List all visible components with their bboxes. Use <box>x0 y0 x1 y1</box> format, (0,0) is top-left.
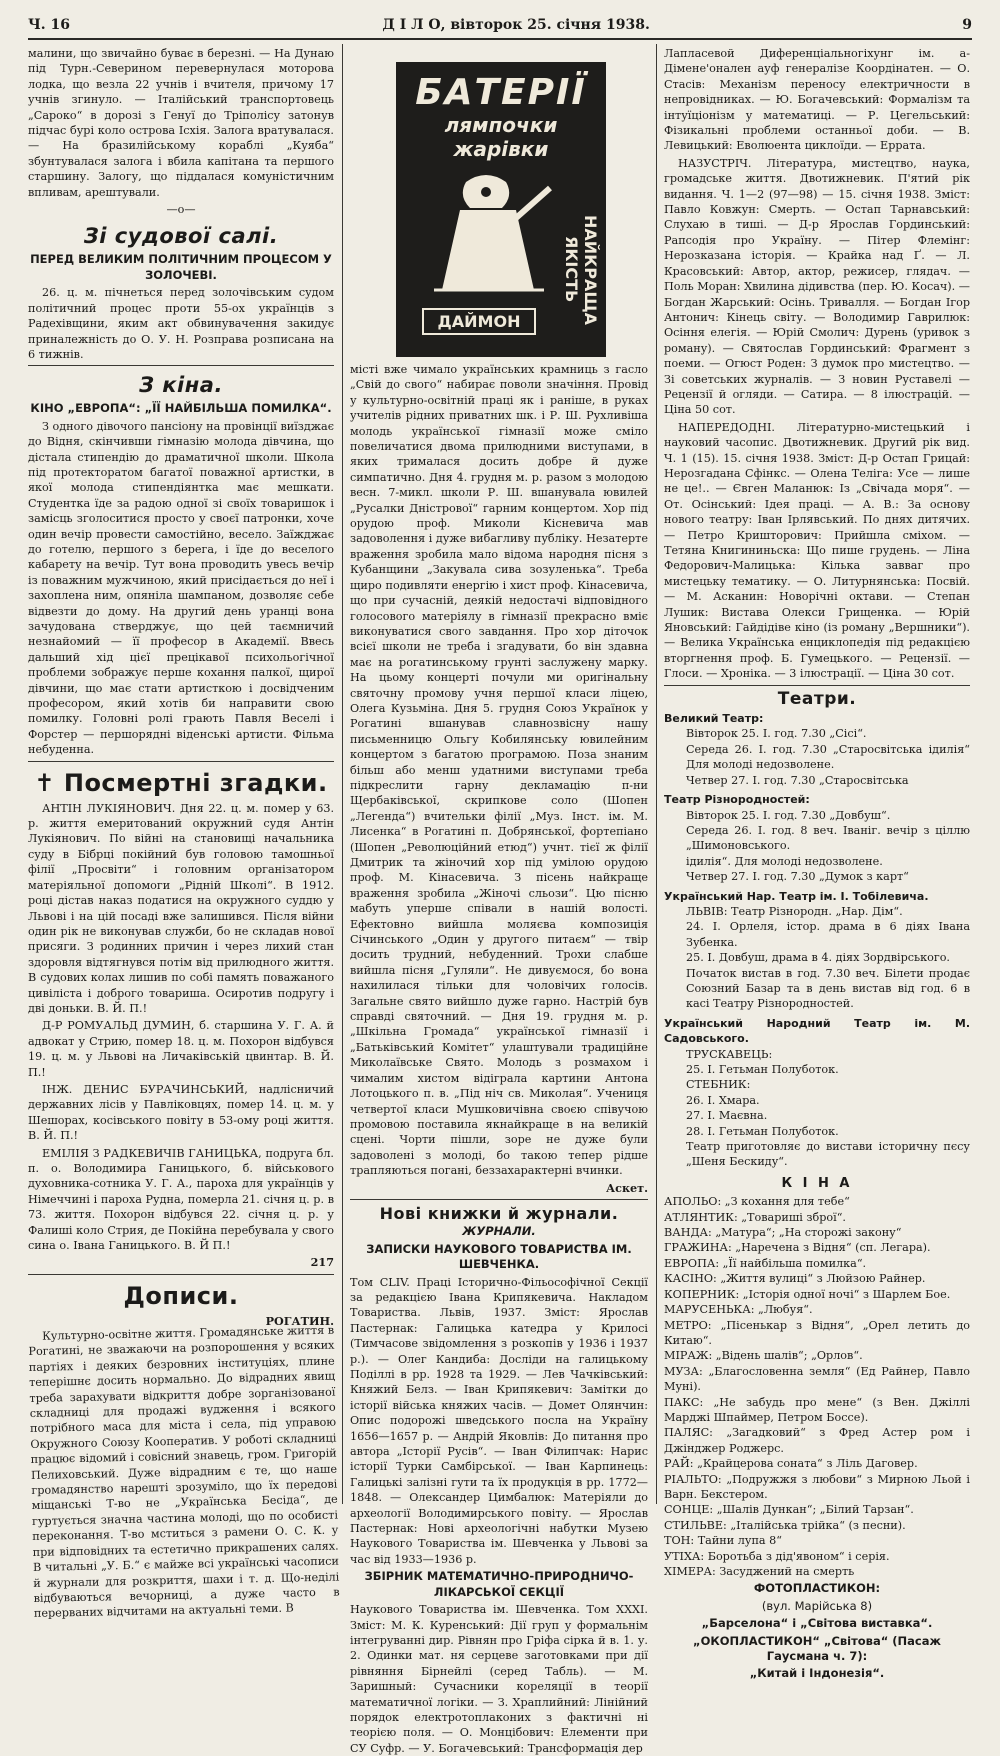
cinema-listing: КОПЕРНИК: „Історія одної ночі“ з Шарлем Бое. <box>664 1287 951 1301</box>
theatre-variety-line: ідилія“. Для молоді недозволене. <box>686 854 883 868</box>
cinema-listing: МУЗА: „Благословенна земля“ (Ед Райнер, Павло Муні). <box>664 1364 970 1394</box>
section-divider <box>664 685 970 686</box>
theatre-great-line: Середа 26. І. год. 7.30 „Старосвітська ідилія“ Для молоді недозволене. <box>686 742 970 772</box>
nazustrich-journal: НАЗУСТРІЧ. Література, мистецтво, наука, громадське життя. Двотижневик. П'ятий рік видання. Ч. 1—2 (97—98) — 15. січня 1938. Зміст: Павло Ковжун: Смерть. — Остап Тарнавський: Слухаю в тиші. — Д-р Ярослав Гординський: Рапсодія про Україну. — Пітер Флемінг: Нерозказана історія. — Крайка над Ґ. — Л. Красовський: Автор, актор, режисер, глядач. — Поль Моран: Хвилина дідивства (пер. Ю. Косач). — Богдан Жарський: Осінь. Тривалля. — Богдан Ігор Антонич: Кінець світу. — Володимир Гаврилюк: Осіння елегія. — Юрій Смолич: Дурень (уривок з роману). — Святослав Гординський: Фрагмент з поеми. — Огюст Роден: З думок про мистецтво. — Зі советських журналів. — З новин Руставелі — Рецензії й огляди. — Сатира. — 8 ілюстрацій. — Ціна 50 сот. <box>664 156 970 417</box>
ad-line-bulbs: жарівки <box>453 137 549 161</box>
letters-body: Культурно-освітне життя. Громадянське життя в Рогатині, не зважаючи на розпорошення у всяких партіях і деяких безровних інституціях, плине теперішнє досить нормально. До відрадних явищ треба зарахувати відкриття добре зорганізованої складниці для продажі вудження і всякого потрібного маса для міста і села, під управою Окружного Союзу Кооператив. У роботі складниці працює відомий і совісний знавець, гром. Григорій Пелиховський. Дуже відрадним є те, що наше громадянство нарешті зрозуміло, що їх передові міщанські Т-во не „Українська Бесіда“, де гуртується значна частина молоді, що по особисті переконання. Т-во мститься з рамени О. С. К. у при відповідних та естетично прикрашених салях. В читальні „У. Б.“ є майже всі українські часописи й журнали для розкриття, шахи і т. д. Що-неділі відбуваються вечорниці, а дуже часто в перерваних відчитами на актуальні теми. В <box>28 1323 340 1621</box>
letters-title: Дописи. <box>123 1281 239 1310</box>
cinema-listing: ЕВРОПА: „Її найбільша помилка“. <box>664 1256 867 1270</box>
cinema-listing: МЕТРО: „Пісенькар з Відня“, „Орел летить до Китаю“. <box>664 1318 970 1347</box>
cinema-listing: ГРАЖИНА: „Наречена з Відня“ (сп. Легара). <box>664 1241 931 1255</box>
ad-brand: ДАЙМОН <box>422 308 536 335</box>
photoplasticon-title: ФОТОПЛАСТИКОН: <box>753 1581 881 1596</box>
theatre-variety-line: Вівторок 25. І. год. 7.30 „Довбуш“. <box>686 808 891 822</box>
ad-vertical-slogan: НАЙКРАЩА ЯКІСТЬ <box>562 214 600 325</box>
theatre-tobilevych-line: 25. І. Довбуш, драма в 4. діях Зордвірського. <box>686 951 950 965</box>
obituary-dumyn: Д-Р РОМУАЛЬД ДУМИН, б. старшина У. Г. А. й адвокат у Стрию, помер 18. ц. м. Похорон відбувся 19. ц. м. у Львові на Личаківській цвинтар. В. Й. П.! <box>28 1019 334 1079</box>
column-rule-right <box>656 44 657 1504</box>
cinema-listing: СТИЛЬВЕ: „Італійська трійка“ (з песни). <box>664 1518 906 1532</box>
section-divider <box>28 365 334 366</box>
cinema-listing: АТЛЯНТИК: „Товариші зброї“. <box>664 1210 846 1224</box>
theatre-tobilevych-line: Початок вистав в год. 7.30 веч. Білети продає Союзний Базар та в день вистав від год. 6 в касі Театру Різнородностей. <box>686 966 970 1011</box>
cinema-listing: ТОН: Тайни лупа 8“ <box>664 1534 782 1548</box>
theatre-sadovsky-line: СТЕБНИК: <box>686 1078 751 1092</box>
books-subtitle: ЖУРНАЛИ. <box>462 1224 536 1239</box>
letters-place: РОГАТИН. <box>265 1313 334 1328</box>
theatre-great-heading: Великий Театр: <box>664 712 764 726</box>
court-body: 26. ц. м. пічнеться перед золочівським судом політичний процес проти 55-ох українців з Радехівщини, яким акт обвинувачення закидує приналежність до О. У. Н. Розправа розписана на 6 тижнів. <box>28 286 334 361</box>
theatre-great-line: Четвер 27. І. год. 7.30 „Старосвітська <box>686 773 909 787</box>
section-divider <box>350 1199 648 1200</box>
cinema-listing: ПАЛЯС: „Загадковий“ з Фред Астер ром і Джінджер Роджерс. <box>664 1426 970 1455</box>
theatre-variety-line: Середа 26. І. год. 8 веч. Іваніг. вечір з ціллю „Шимоновського. <box>686 823 970 853</box>
divider: —о— <box>166 203 196 217</box>
theatre-tobilevych-line: ЛЬВІВ: Театр Різнородн. „Нар. Дім“. <box>686 904 903 918</box>
column-2 <box>350 362 648 1755</box>
cinema-listing: СОНЦЕ: „Шалів Дункан“; „Білий Тарзан“. <box>664 1503 914 1517</box>
cinema-listing: РІАЛЬТО: „Подружжя з любови“ з Мирною Льой і Варн. Бекстером. <box>664 1472 970 1501</box>
photoplasticon-line: (вул. Марійська 8) <box>761 1598 873 1613</box>
column-1 <box>28 46 340 1621</box>
section-divider <box>28 761 334 762</box>
ad-title: БАТЕРІЇ <box>415 72 587 113</box>
photoplasticon-line: „Китай і Індонезія“. <box>749 1666 885 1681</box>
theatre-sadovsky-line: 26. І. Хмара. <box>686 1093 760 1107</box>
ad-figure-illustration <box>426 162 556 312</box>
cinema-listing: РАЙ: „Крайцерова соната“ з Ліль Даговер. <box>664 1457 918 1471</box>
books-section-title: Нові книжки й журнали. <box>379 1203 619 1223</box>
photoplasticon-line: „ОКОПЛАСТИКОН“ „Світова“ (Пасаж Гаусмана ч. 7): <box>693 1633 941 1664</box>
obituary-burachynsky: ІНЖ. ДЕНИС БУРАЧИНСЬКИЙ, надлісничий державних лісів у Павліковцях, помер 14. ц. м. у Шешорах, косівського повіту в 53-ому році життя. В. Й. П.! <box>28 1082 334 1143</box>
obituaries-title: ✝ Посмертні згадки. <box>34 768 328 797</box>
theatre-tobilevych-line: 24. І. Орлеля, істор. драма в 6 діях Івана Зубенка. <box>686 920 970 949</box>
masthead-title: Д І Л О, вівторок 25. січня 1938. <box>382 17 650 33</box>
cinema-subtitle: КІНО „ЕВРОПА“: „ЇЇ НАЙБІЛЬША ПОМИЛКА“. <box>30 401 332 416</box>
theatre-sadovsky-line: 27. І. Маєвна. <box>686 1109 768 1123</box>
theatre-tobilevych-heading: Український Нар. Театр ім. І. Тобілевича. <box>664 889 929 903</box>
cinema-body: З одного дівочого пансіону на провінції виїзджає до Відня, скінчивши гімназію молода дівчина, що дістала стипендію до драматичної школи. Школа під протекторатом багатої поважної артистки, в якої молода стипендіянтка має мешкати. Студентка їде за радою одної зі своїх товаришок і замісць зголоситися просто у своєї патронки, хоче один вечір провести самостійно, весело. Заїжджає до готелю, першого з берега, і їде до веселого кабарету на вечір. Тут вона проводить увесь вечір із поважним мужчиною, який присідається до неї і захоплена ним, опяніла шампаном, дозволяє себе відвезти до дому. На другий день уранці вона зачудована стверджує, що цей таємничий незнайомий — її професор в Академії. Ввесь дальший хід цієї прецікавої психольогічної проблеми зображує перше кохання палкої, щирої дівчини, що має стати артисткою і досвідченим професором, який хотів би направити свою помилку. Головні ролі грають Павля Веселі і Форстер — першорядні віденські артисти. Фільма небуденна. <box>28 419 334 757</box>
battery-advertisement <box>396 62 606 357</box>
column-3 <box>664 46 970 1681</box>
ad-line-lamps: лямпочки <box>444 113 558 137</box>
cinema-listing: МІРАЖ: „Відень шалів“; „Орлов“. <box>664 1349 863 1363</box>
author-signature: Аскет. <box>606 1180 648 1195</box>
obituary-hanytska: ЕМІЛІЯ З РАДКЕВИЧІВ ГАНИЦЬКА, подруга бл. п. о. Володимира Ганицького, б. військового духовника-сотника У. Г. А., пароха для українців у Німеччині і пароха Рудна, померла 21. січня ц. р. в 73. життя. Похорон відбувся 22. січня ц. р. у Фалиші коло Стрия, де Покійна перебувала у свого сина о. Івана Ганицького. В. Й П.! <box>28 1146 334 1253</box>
cinema-listing: УТІХА: Боротьба з дід'явоном“ і серія. <box>664 1549 890 1563</box>
theatres-title: Театри. <box>777 688 857 709</box>
page-issue: Ч. 16 <box>28 17 71 33</box>
cinema-section-title: З кіна. <box>139 373 223 398</box>
photoplasticon-line: „Барселона“ і „Світова виставка“. <box>701 1616 933 1631</box>
court-subtitle: ПЕРЕД ВЕЛИКИМ ПОЛІТИЧНИМ ПРОЦЕСОМ У ЗОЛОЧЕВІ. <box>30 252 332 282</box>
theatre-sadovsky-line: ТРУСКАВЕЦЬ: <box>686 1047 773 1061</box>
news-intro: малини, що звичайно буває в березні. — На Дунаю під Турн.-Северином перевернулася моторова лодка, що везла 22 учнів і вчителя, причому 17 учнів згинуло. — Італійський транспортовець „Сароко“ в дорозі з Генуї до Тріполісу затонув підчас бурі коло острова Ісхія. Залога вратувалася. — На бразилійському кораблі „Куяба“ збунтувалася залога і вбила капітана та першого старшину. Залогу, що піддалася комуністичним впливам, арештували. <box>28 47 334 199</box>
theatre-variety-heading: Театр Різнородностей: <box>664 793 810 807</box>
zapysky-contents: Том CLIV. Праці Історично-Фільософічної Секції за редакцією Івана Крипякевича. Накладом Товариства. Львів, 1937. Зміст: Ярослав Пастернак: Галицька катедра у Крилосі (Тимчасове звідомлення з розкопів у 1936 і 1937 р.). — Олег Кандиба: Досліди на галицькому Поділлі в рр. 1928 та 1929. — Лев Чачківський: Княжий Белз. — Іван Крипякевич: Замітки до історії війська княжих часів. — Домет Олянчин: Опис подорожі шведського посла на Україну 1656—1657 р. — Андрій Яковлів: До питання про автора „Історії Русів“. — Іван Філипчак: Нарис історії Турки Самбірської. — Іван Карпинець: Галицькі залізні гути та їх продукція в рр. 1772—1848. — Олександер Цимбалюк: Матеріяли до археології Володимирського повіту. — Ярослав Пастернак: Нові археологічні набутки Музею Наукового Товариства ім. Шевченка у Львові за час від 1933—1936 р. <box>350 1275 648 1566</box>
obituary-number: 217 <box>310 1255 334 1270</box>
cinema-listing: АПОЛЬО: „З кохання для тебе“ <box>664 1195 850 1209</box>
naperedodni-journal: НАПЕРЕДОДНІ. Літературно-мистецький і науковий часопис. Двотижневик. Другий рік вид. Ч. 1 (15). 15. січня 1938. Зміст: Д-р Остап Грицай: Нерозгадана Сфінкс. — Олена Теліга: Усе — лише не це!.. — Євген Маланюк: Із „Свічада моря“. — От. Осінський: Ідея праці. — А. В.: За основу нового театру: Іван Ірлявський. По днях дитячих. — Петро Кришторович: Прийшла сміхом. — Тетяна Книгининьска: Що пише грудень. — Ліна Федорович-Малицька: Кілька завваг про мистецьку тематику. — О. Литурнянська: Посвій. — М. Асканин: Новорічні октави. — Степан Лушик: Вистава Олекси Грищенка. — Юрій Яновський: Гайдідіве кіно (із роману „Вершники“). — Велика Українська енциклопедія під редакцією вторгнення проф. Б. Гумецького. — Рецензії. — Глоси. — Хроніка. — 3 ілюстрації. — Ціна 30 сот. <box>664 420 970 681</box>
cinema-listing: ХІМЕРА: Засуджений на смерть <box>664 1565 855 1578</box>
section-divider <box>28 1274 334 1275</box>
court-section-title: Зі судової салі. <box>83 224 279 249</box>
cinema-listing: КАСІНО: „Життя вулиці“ з Люйзою Райнер. <box>664 1272 926 1286</box>
cinema-listing: ПАКС: „Не забудь про мене“ (з Вен. Джіллі Марджі Шпаймер, Петром Боссе). <box>664 1395 970 1424</box>
zbirnyk-contents: Наукового Товариства ім. Шевченка. Том XXXI. Зміст: М. К. Куренський: Дії груп у формальнім інтегруванні дир. Рівнян про Гріфа сірка й в. 1. у. 2. Одинки мат. ня серцеве заготовками при дії рівняння Бірнейлі (серед Табль). — М. Заришный: Сучасники кореляції в теорії математичної логіки. — З. Храплийний: Лінійний порядок електротоплаконих з фактичні ні теорією поля. — О. Монцібович: Елементи при СУ Суфр. — У. Богачевський: Трансформація дер <box>350 1603 648 1755</box>
zbirnyk-continued: Лапласевой Диференціальногіхунг ім. а-Дімене'онален ауф генералізе Коордінатен. — О. Стасів: Механізм переносу електричности в непровідниках. — Ю. Богачевський: Формалізм та інтуїціонізм у математиці. — Р. Цегельський: Фізикальні проблеми останньої доби. — В. Левицький: Еволюента циклоїди. — Еррата. <box>664 47 970 153</box>
cinema-listing: ВАНДА: „Матура“; „На сторожі закону“ <box>664 1226 902 1240</box>
theatre-sadovsky-line: Театр приготовляє до вистави історичну пєсу „Шеня Бескиду“. <box>686 1140 970 1169</box>
theatre-sadovsky-line: 28. І. Гетьман Полуботок. <box>686 1124 839 1138</box>
zbirnyk-heading: ЗБІРНИК МАТЕМАТИЧНО-ПРИРОДНИЧО-ЛІКАРСЬКОЇ СЕКЦІЇ <box>364 1569 634 1599</box>
theatre-variety-line: Четвер 27. І. год. 7.30 „Думок з карт“ <box>686 870 909 884</box>
cinemas-title: К І Н А <box>781 1175 853 1191</box>
cinema-listing: МАРУСЕНЬКА: „Любуя“. <box>664 1303 813 1317</box>
masthead <box>28 12 972 40</box>
zapysky-heading: ЗАПИСКИ НАУКОВОГО ТОВАРИСТВА ІМ. ШЕВЧЕНКА. <box>366 1241 632 1272</box>
theatre-sadovsky-heading: Український Народний Театр ім. М. Садовського. <box>664 1016 970 1046</box>
theatre-great-line: Вівторок 25. І. год. 7.30 „Сісі“. <box>686 727 867 741</box>
page-number: 9 <box>962 17 972 33</box>
obituary-lukiyanovych: АНТІН ЛУКІЯНОВИЧ. Дня 22. ц. м. помер у 63. р. життя емеритований окружний судя Антін Лукіянович. По війні на становищі начальника суду в Бібрці покійний був головою тамошньої філії „Просвіти“ і головним організатором матеріяльної допомоги „Рідній Школі“. В 1912. році дістав наказ податися на окружного суддю у Львові і на цій посаді вже залишився. Після війни один рік не виконував служби, бо не складав нової присяги. З родинних причин і через лихий стан здоровля відтягнувся потім від прилюдного життя. В судових колах лишив по собі память поважаного цивіліста і доброго товариша. Осиротив подругу і дві доньки. В. Й. П.! <box>28 801 334 1015</box>
rohatyn-continued: місті вже чимало українських крамниць з гасло „Свій до свого“ набирає поволи значіння. Провід у культурно-освітній праці як і раніше, в руках учителів рідних приватних шк. і Р. Ш. Рухливіша молодь української гімназії може сміло повеличатися двома прилюдними виступами, в яких трималася досить добре й дуже симпатично. Дня 4. грудня м. р. разом з молодою весн. 7-микл. школи Р. Ш. вшанувала ювилей „Русалки Дністрової“ гарним концертом. Хор під орудою проф. Миколи Кісневича мав задоволення і дуже вибагливу публіку. Незатерте враження зробила мало відома народня пісня з Кубанщини „Закувала сива зозуленька“. Треба щиро подивляти енергію і хист проф. Кінасевича, що при сучасній, деякій недостачі відповідного голосового матеріялу в гімназії прекрасно вміє виконуватися свого завдання. Про хор діточок всієї школи не треба і згадувати, бо він здавна має на рогатинському грунті заслужену марку. На цьому концерті почули ми оригінальну святочну промову учня першої класи ліцею, Олега Кузьміна. Дня 5. грудня Союз Українок у Рогатині вшанував славнозвісну нашу письменницю Ольгу Кобилянську ювилейним концертом з багатою програмою. Поза знаним більш або менш удатними виступами треба підкреслити гарну декламацію п-ни Щербаківської, скрипкове соло (Шопен „Легенда“) вчительки філії „Муз. Інст. ім. М. Лисенка“ в Рогатині п. Добрянської, фортепіано (Шопен „Революційний етюд“) учнт. тієї ж філії Дмитрик та жіночий хор під умілою орудою проф. М. Кінасевича. З пісень найкраще враження зробила „Жіночі сльози“. Цю пісню мабуть уперше співали в нашій волості. Ефектовно вийшла моляєва композиція Січинського „Один у другого питаєм“ — твір досить трудний, небуденний. Трохи слабше вийшла пісня „Гуляли“. Не дивуємося, бо вона нахилилася тільки для чоловічих голосів. Загальне свято вийшло дуже гарно. Настрій був справді святочний. — Дня 19. грудня м. р. „Шкільна Громада“ української гімназії і „Батьківський Комітет“ улаштували традиційне Миколаївське Свято. Молодь з розмахом і чималим хистом відіграла картини Антона Лотоцького п. в. „Під ніч св. Миколая“. Учениця четвертої класи Мушковичівна своєю співучою промовою поставила якнайкраще в на великій сцені. Чорти пішли, зоре не дуже були задоволені з молоді, бо такою тепер рідше трапляються погані, беззахарактерні вчинки. <box>350 363 648 1178</box>
column-rule-left <box>342 44 343 1504</box>
theatre-sadovsky-line: 25. І. Гетьман Полуботок. <box>686 1063 839 1076</box>
